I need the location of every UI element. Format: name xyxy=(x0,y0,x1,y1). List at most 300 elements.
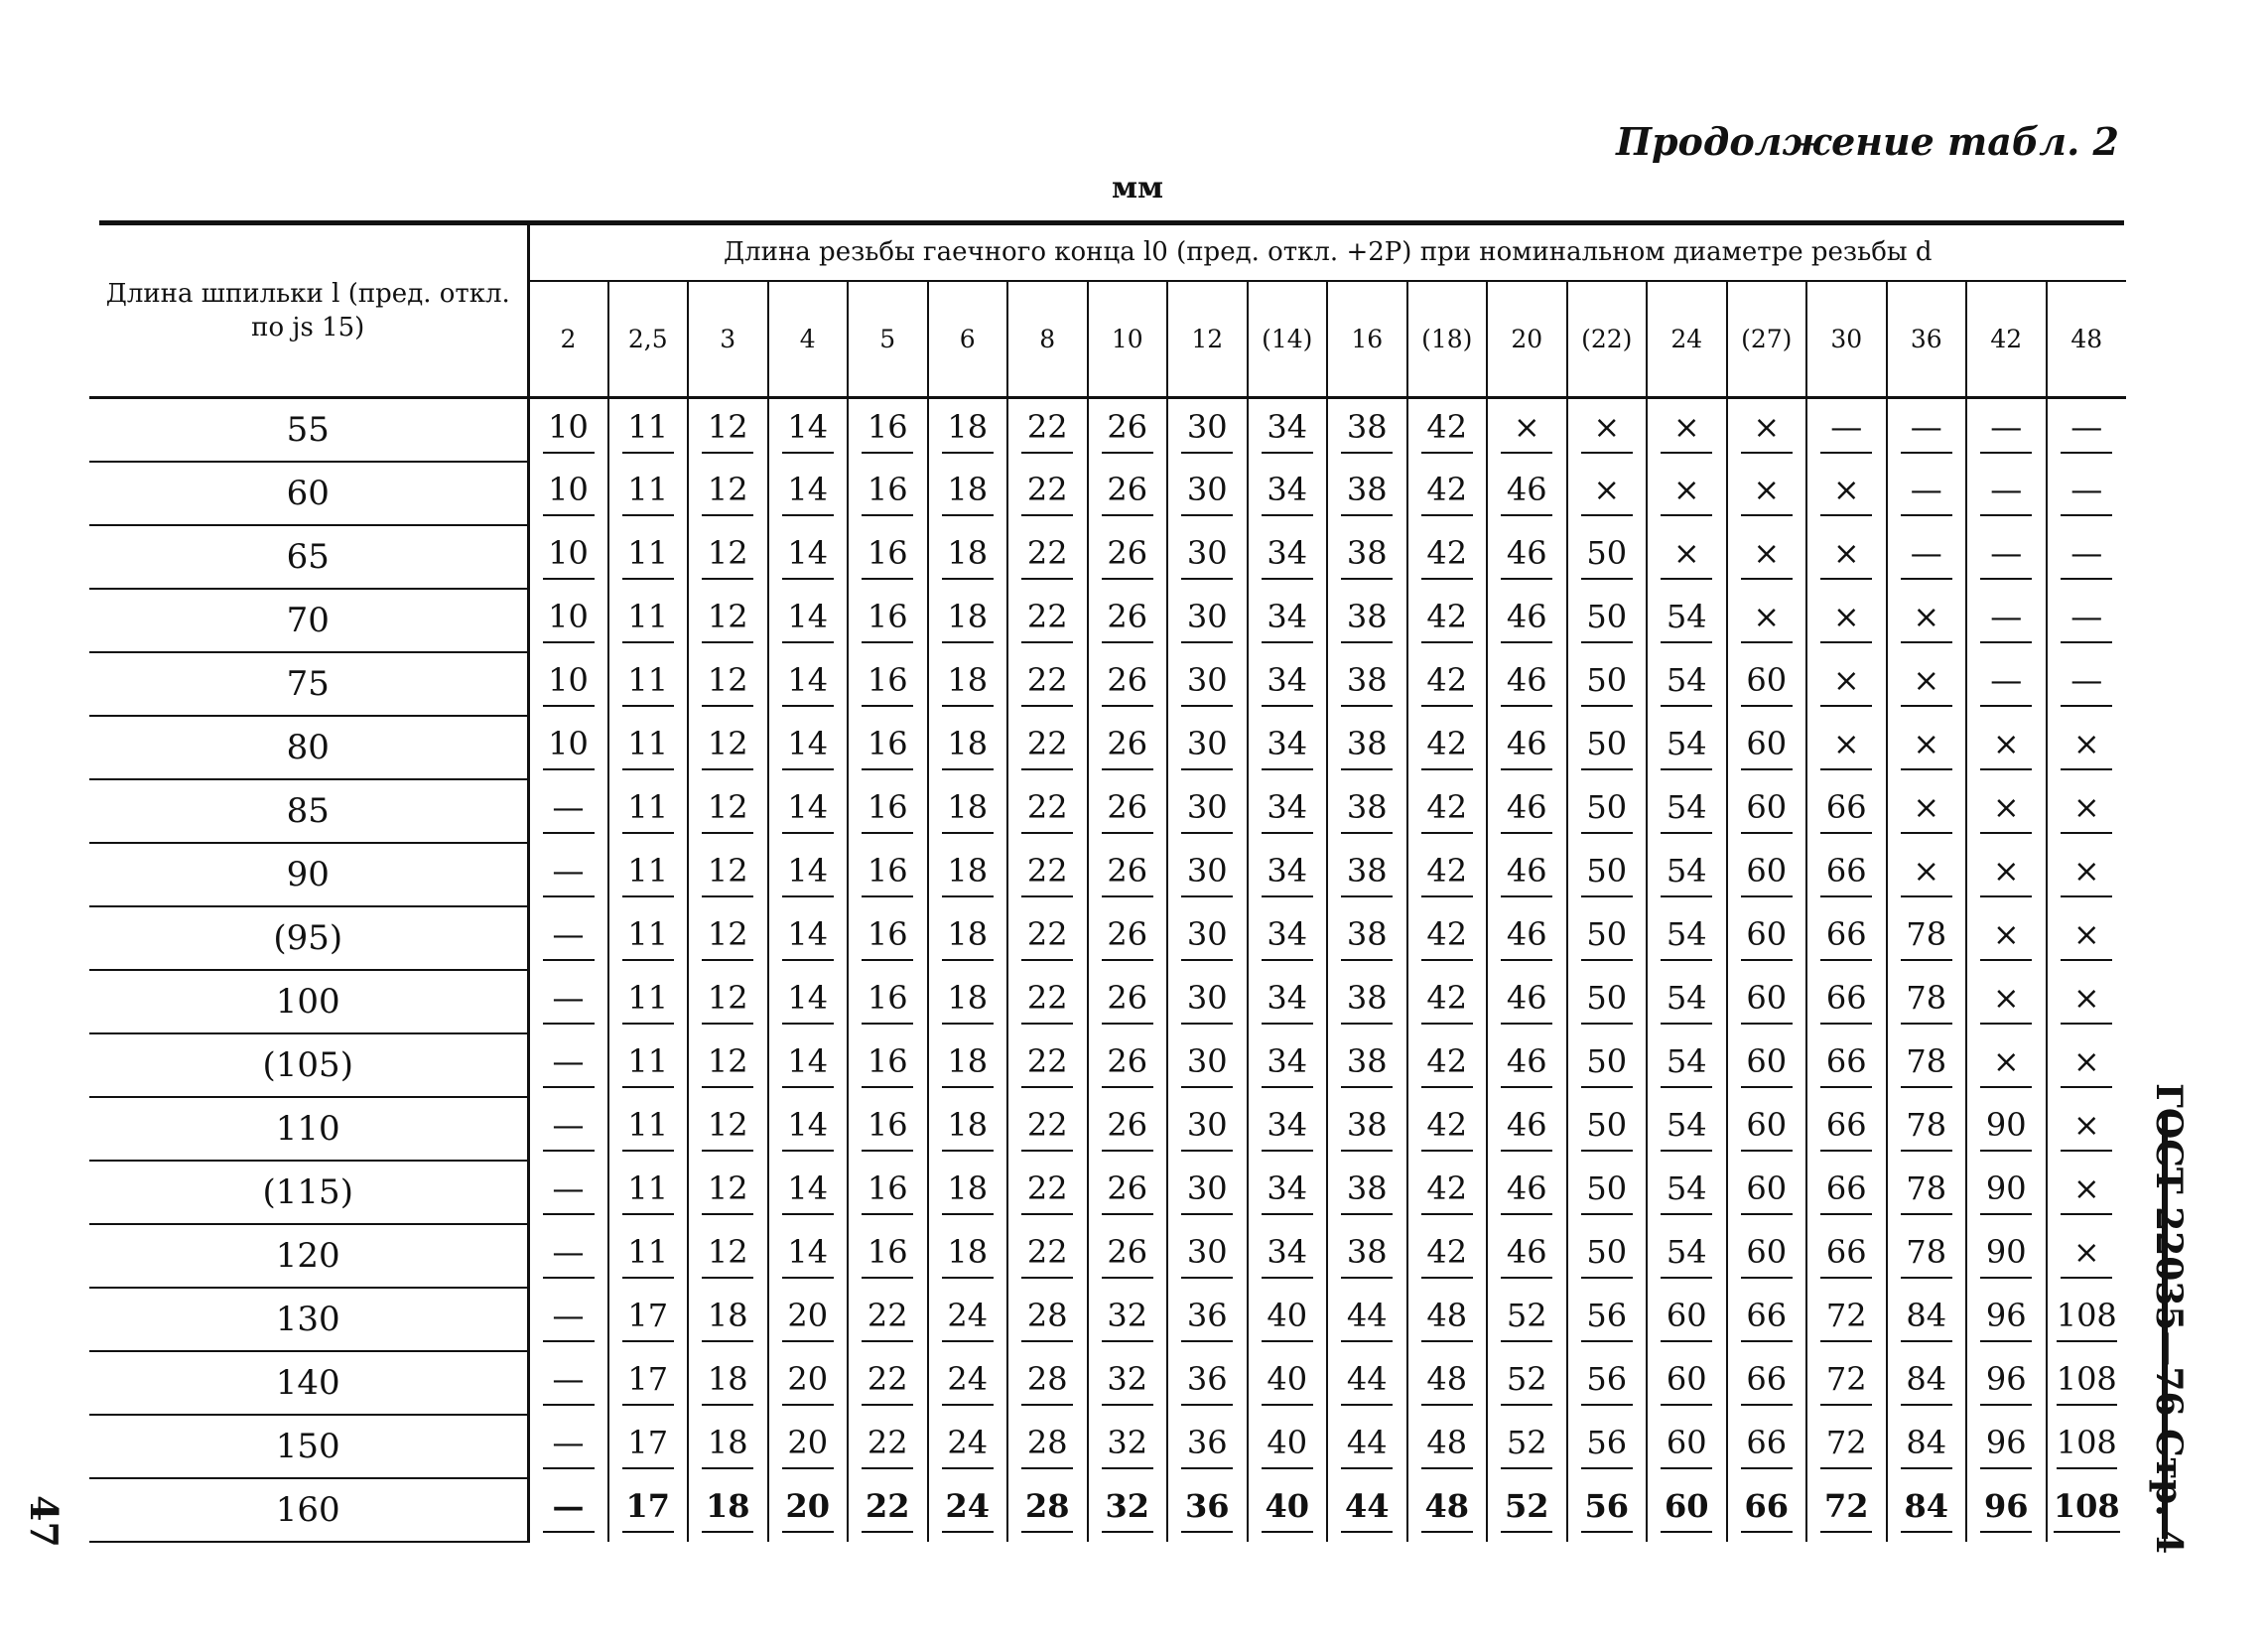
cell-value: 10 xyxy=(543,661,595,707)
cell-value: 22 xyxy=(1021,534,1073,580)
stud-length-header: Длина шпильки l (пред. откл. по js 15) xyxy=(89,224,528,398)
thread-length-cell xyxy=(1806,906,1887,970)
thread-length-cell xyxy=(1327,1288,1407,1351)
thread-length-cell xyxy=(848,1478,928,1542)
thread-length-table xyxy=(89,224,2126,1543)
standard-side-label: ГОСТ 22035—76 Стр. 4 xyxy=(2148,1083,2190,1555)
thread-length-cell xyxy=(1487,525,1567,589)
cell-value: × xyxy=(1741,471,1793,516)
cell-value: 26 xyxy=(1102,1042,1153,1088)
stud-length-cell: 90 xyxy=(89,843,528,906)
cell-value: 56 xyxy=(1581,1360,1633,1406)
thread-length-cell xyxy=(1007,779,1088,843)
cell-value: × xyxy=(2061,725,2112,770)
thread-length-cell xyxy=(848,779,928,843)
cell-value: — xyxy=(543,1424,595,1469)
thread-length-cell xyxy=(608,1097,689,1161)
cell-value: 60 xyxy=(1661,1360,1712,1406)
cell-value: 26 xyxy=(1102,408,1153,454)
continuation-title: Продолжение табл. 2 xyxy=(1616,119,2119,164)
cell-value: 28 xyxy=(1021,1487,1073,1533)
thread-length-cell xyxy=(528,462,608,525)
cell-value: 11 xyxy=(622,852,674,897)
thread-length-cell xyxy=(1248,589,1328,652)
cell-value: × xyxy=(2061,1042,2112,1088)
thread-length-cell xyxy=(1647,906,1727,970)
thread-length-cell xyxy=(1966,398,2047,463)
cell-value: 22 xyxy=(1021,725,1073,770)
thread-length-cell xyxy=(1327,1478,1407,1542)
thread-length-cell xyxy=(1248,716,1328,779)
thread-length-cell xyxy=(2047,1415,2127,1478)
cell-value: 54 xyxy=(1661,852,1712,897)
cell-value: 60 xyxy=(1741,1042,1793,1088)
thread-length-cell xyxy=(1887,970,1967,1033)
cell-value: 14 xyxy=(782,1106,834,1152)
cell-value: — xyxy=(543,788,595,834)
thread-length-cell xyxy=(1407,1288,1488,1351)
cell-value: 17 xyxy=(622,1424,674,1469)
thread-length-cell xyxy=(1407,589,1488,652)
thread-length-cell xyxy=(1007,589,1088,652)
cell-value: 18 xyxy=(942,915,994,961)
cell-value: — xyxy=(1980,408,2032,454)
cell-value: × xyxy=(1901,725,1952,770)
diameter-header-cell: 16 xyxy=(1327,281,1407,398)
cell-value: 50 xyxy=(1581,534,1633,580)
thread-length-cell xyxy=(1567,970,1648,1033)
cell-value: 60 xyxy=(1741,788,1793,834)
cell-value: 34 xyxy=(1262,1042,1313,1088)
cell-value: 56 xyxy=(1581,1424,1633,1469)
diameter-header-cell: 6 xyxy=(928,281,1008,398)
cell-value: 30 xyxy=(1181,1169,1233,1215)
thread-length-cell xyxy=(1727,462,1807,525)
thread-length-cell xyxy=(528,1033,608,1097)
cell-value: 32 xyxy=(1102,1297,1153,1342)
diameter-header-cell: (22) xyxy=(1567,281,1648,398)
cell-value: 54 xyxy=(1661,788,1712,834)
thread-length-cell xyxy=(608,970,689,1033)
cell-value: 50 xyxy=(1581,1169,1633,1215)
cell-value: 14 xyxy=(782,534,834,580)
thread-length-cell xyxy=(1487,652,1567,716)
cell-value: 18 xyxy=(942,1106,994,1152)
cell-value: × xyxy=(1820,598,1872,643)
cell-value: 30 xyxy=(1181,1106,1233,1152)
thread-length-cell xyxy=(608,779,689,843)
thread-length-cell xyxy=(1567,525,1648,589)
thread-length-cell xyxy=(1327,525,1407,589)
thread-length-cell xyxy=(1088,398,1168,463)
cell-value: 84 xyxy=(1901,1297,1952,1342)
cell-value: 42 xyxy=(1421,915,1473,961)
cell-value: — xyxy=(2061,471,2112,516)
cell-value: 60 xyxy=(1661,1424,1712,1469)
thread-length-cell xyxy=(928,652,1008,716)
thread-length-cell xyxy=(768,906,849,970)
cell-value: 26 xyxy=(1102,661,1153,707)
cell-value: 50 xyxy=(1581,725,1633,770)
thread-length-cell xyxy=(1567,843,1648,906)
thread-length-cell xyxy=(1727,1415,1807,1478)
cell-value: — xyxy=(543,979,595,1025)
cell-value: 38 xyxy=(1341,661,1393,707)
cell-value: 38 xyxy=(1341,725,1393,770)
cell-value: 60 xyxy=(1741,852,1793,897)
cell-value: 12 xyxy=(702,979,753,1025)
cell-value: 46 xyxy=(1501,598,1552,643)
cell-value: 24 xyxy=(942,1360,994,1406)
thread-length-cell xyxy=(2047,1351,2127,1415)
thread-length-cell xyxy=(1407,1033,1488,1097)
thread-length-cell xyxy=(2047,1288,2127,1351)
thread-length-cell xyxy=(1167,1288,1248,1351)
cell-value: — xyxy=(1820,408,1872,454)
table-row xyxy=(89,589,2126,652)
cell-value: 38 xyxy=(1341,1169,1393,1215)
cell-value: 11 xyxy=(622,725,674,770)
thread-length-cell xyxy=(1647,1161,1727,1224)
cell-value: 38 xyxy=(1341,852,1393,897)
thread-length-cell xyxy=(2047,1161,2127,1224)
stud-length-cell: 65 xyxy=(89,525,528,589)
cell-value: 66 xyxy=(1820,979,1872,1025)
cell-value: 46 xyxy=(1501,1233,1552,1279)
cell-value: 60 xyxy=(1661,1487,1712,1533)
thread-length-cell xyxy=(528,1351,608,1415)
cell-value: 14 xyxy=(782,471,834,516)
cell-value: 11 xyxy=(622,598,674,643)
cell-value: 14 xyxy=(782,1042,834,1088)
thread-length-cell xyxy=(928,716,1008,779)
cell-value: 42 xyxy=(1421,661,1473,707)
cell-value: 72 xyxy=(1820,1297,1872,1342)
thread-length-cell xyxy=(1088,1288,1168,1351)
thread-length-cell xyxy=(1487,906,1567,970)
cell-value: 17 xyxy=(622,1487,674,1533)
thread-length-cell xyxy=(1007,1033,1088,1097)
table-row xyxy=(89,1288,2126,1351)
thread-length-cell xyxy=(528,1097,608,1161)
thread-length-cell xyxy=(528,970,608,1033)
thread-length-cell xyxy=(1088,1033,1168,1097)
cell-value: 34 xyxy=(1262,725,1313,770)
cell-value: — xyxy=(543,852,595,897)
cell-value: — xyxy=(2061,598,2112,643)
diameter-header-cell: 2,5 xyxy=(608,281,689,398)
cell-value: 108 xyxy=(2057,1360,2117,1406)
thread-length-cell xyxy=(1407,1097,1488,1161)
thread-length-cell xyxy=(1567,398,1648,463)
cell-value: 10 xyxy=(543,725,595,770)
cell-value: — xyxy=(1980,598,2032,643)
thread-length-cell xyxy=(1727,843,1807,906)
cell-value: 66 xyxy=(1741,1424,1793,1469)
table xyxy=(89,224,2126,1543)
diameter-header-cell: 20 xyxy=(1487,281,1567,398)
cell-value: 11 xyxy=(622,408,674,454)
thread-length-cell xyxy=(528,1415,608,1478)
cell-value: 26 xyxy=(1102,598,1153,643)
cell-value: 18 xyxy=(702,1487,753,1533)
cell-value: 17 xyxy=(622,1360,674,1406)
thread-length-cell xyxy=(1167,843,1248,906)
cell-value: 22 xyxy=(1021,1169,1073,1215)
thread-length-cell xyxy=(608,716,689,779)
cell-value: 14 xyxy=(782,408,834,454)
thread-length-cell xyxy=(1806,1288,1887,1351)
thread-length-cell xyxy=(1647,1224,1727,1288)
thread-length-cell xyxy=(1966,525,2047,589)
cell-value: 10 xyxy=(543,534,595,580)
cell-value: 48 xyxy=(1421,1360,1473,1406)
stud-length-cell: 120 xyxy=(89,1224,528,1288)
thread-length-cell xyxy=(1487,1351,1567,1415)
cell-value: 46 xyxy=(1501,1106,1552,1152)
cell-value: 26 xyxy=(1102,788,1153,834)
thread-length-cell xyxy=(1966,462,2047,525)
thread-length-cell xyxy=(928,1161,1008,1224)
cell-value: 78 xyxy=(1901,915,1952,961)
cell-value: 18 xyxy=(942,1169,994,1215)
cell-value: 16 xyxy=(862,534,913,580)
cell-value: 10 xyxy=(543,408,595,454)
cell-value: 18 xyxy=(942,725,994,770)
thread-length-cell xyxy=(608,1415,689,1478)
thread-length-cell xyxy=(1806,525,1887,589)
cell-value: × xyxy=(1980,1042,2032,1088)
thread-length-cell xyxy=(1088,970,1168,1033)
thread-length-cell xyxy=(528,398,608,463)
thread-length-cell xyxy=(1966,1288,2047,1351)
thread-length-header: Длина резьбы гаечного конца l0 (пред. откл. +2P) при номинальном диаметре резьбы d xyxy=(528,224,2126,281)
cell-value: 54 xyxy=(1661,1106,1712,1152)
thread-length-cell xyxy=(1088,716,1168,779)
thread-length-cell xyxy=(1088,1478,1168,1542)
thread-length-cell xyxy=(1407,1415,1488,1478)
cell-value: — xyxy=(543,1042,595,1088)
cell-value: 18 xyxy=(942,408,994,454)
cell-value: 10 xyxy=(543,598,595,643)
cell-value: × xyxy=(1820,471,1872,516)
cell-value: × xyxy=(1820,661,1872,707)
cell-value: 22 xyxy=(862,1424,913,1469)
thread-length-cell xyxy=(1007,462,1088,525)
thread-length-cell xyxy=(528,1478,608,1542)
thread-length-cell xyxy=(1806,1161,1887,1224)
cell-value: 32 xyxy=(1102,1360,1153,1406)
diameter-header-cell: 42 xyxy=(1966,281,2047,398)
cell-value: 22 xyxy=(1021,788,1073,834)
thread-length-cell xyxy=(1567,1351,1648,1415)
thread-length-cell xyxy=(1407,398,1488,463)
diameter-header-cell: (18) xyxy=(1407,281,1488,398)
cell-value: 34 xyxy=(1262,471,1313,516)
cell-value: 16 xyxy=(862,1042,913,1088)
cell-value: 16 xyxy=(862,661,913,707)
cell-value: 52 xyxy=(1501,1297,1552,1342)
thread-length-cell xyxy=(928,1478,1008,1542)
thread-length-cell xyxy=(1727,1161,1807,1224)
thread-length-cell xyxy=(1007,1224,1088,1288)
thread-length-cell xyxy=(848,1097,928,1161)
thread-length-cell xyxy=(928,589,1008,652)
cell-value: 16 xyxy=(862,1169,913,1215)
thread-length-cell xyxy=(768,1097,849,1161)
cell-value: 96 xyxy=(1980,1424,2032,1469)
thread-length-cell xyxy=(1167,779,1248,843)
thread-length-cell xyxy=(608,1161,689,1224)
thread-length-cell xyxy=(1248,1097,1328,1161)
cell-value: 36 xyxy=(1181,1487,1233,1533)
thread-length-cell xyxy=(1487,398,1567,463)
cell-value: — xyxy=(543,1233,595,1279)
cell-value: 78 xyxy=(1901,1169,1952,1215)
thread-length-cell xyxy=(1647,462,1727,525)
cell-value: 26 xyxy=(1102,979,1153,1025)
cell-value: 14 xyxy=(782,979,834,1025)
cell-value: 34 xyxy=(1262,661,1313,707)
thread-length-cell xyxy=(1727,589,1807,652)
cell-value: 22 xyxy=(1021,598,1073,643)
stud-length-cell: 140 xyxy=(89,1351,528,1415)
thread-length-cell xyxy=(1487,716,1567,779)
diameter-header-cell: 5 xyxy=(848,281,928,398)
thread-length-cell xyxy=(1007,970,1088,1033)
cell-value: 54 xyxy=(1661,915,1712,961)
thread-length-cell xyxy=(1248,1033,1328,1097)
thread-length-cell xyxy=(768,1161,849,1224)
cell-value: 50 xyxy=(1581,852,1633,897)
thread-length-cell xyxy=(1966,1033,2047,1097)
thread-length-cell xyxy=(768,652,849,716)
thread-length-cell xyxy=(768,589,849,652)
thread-length-cell xyxy=(608,1288,689,1351)
cell-value: 26 xyxy=(1102,725,1153,770)
thread-length-cell xyxy=(1727,906,1807,970)
cell-value: 14 xyxy=(782,852,834,897)
cell-value: × xyxy=(2061,979,2112,1025)
thread-length-cell xyxy=(928,1288,1008,1351)
cell-value: 30 xyxy=(1181,852,1233,897)
thread-length-cell xyxy=(1007,1478,1088,1542)
cell-value: 96 xyxy=(1980,1487,2032,1533)
thread-length-cell xyxy=(608,1351,689,1415)
cell-value: 26 xyxy=(1102,1106,1153,1152)
thread-length-cell xyxy=(1088,652,1168,716)
thread-length-cell xyxy=(1487,1224,1567,1288)
thread-length-cell xyxy=(1167,1097,1248,1161)
thread-length-cell xyxy=(688,779,768,843)
diameter-header-cell: 48 xyxy=(2047,281,2127,398)
thread-length-cell xyxy=(688,1033,768,1097)
thread-length-cell xyxy=(1887,1097,1967,1161)
thread-length-cell xyxy=(1966,716,2047,779)
thread-length-cell xyxy=(1007,525,1088,589)
cell-value: 12 xyxy=(702,725,753,770)
cell-value: 38 xyxy=(1341,979,1393,1025)
cell-value: 20 xyxy=(782,1424,834,1469)
cell-value: 66 xyxy=(1820,1169,1872,1215)
thread-length-cell xyxy=(688,525,768,589)
cell-value: 54 xyxy=(1661,1042,1712,1088)
stud-length-cell: 110 xyxy=(89,1097,528,1161)
thread-length-cell xyxy=(1966,779,2047,843)
thread-length-cell xyxy=(1407,462,1488,525)
thread-length-cell xyxy=(1487,1478,1567,1542)
thread-length-cell xyxy=(848,525,928,589)
thread-length-cell xyxy=(1887,779,1967,843)
thread-length-cell xyxy=(848,970,928,1033)
cell-value: 42 xyxy=(1421,1106,1473,1152)
thread-length-cell xyxy=(688,970,768,1033)
cell-value: × xyxy=(2061,915,2112,961)
cell-value: × xyxy=(1741,534,1793,580)
stud-length-cell: 160 xyxy=(89,1478,528,1542)
table-body xyxy=(89,398,2126,1543)
cell-value: 26 xyxy=(1102,471,1153,516)
cell-value: 16 xyxy=(862,471,913,516)
table-row xyxy=(89,779,2126,843)
cell-value: 50 xyxy=(1581,788,1633,834)
cell-value: 72 xyxy=(1820,1487,1872,1533)
thread-length-cell xyxy=(1007,843,1088,906)
cell-value: × xyxy=(1901,852,1952,897)
cell-value: 12 xyxy=(702,471,753,516)
thread-length-cell xyxy=(928,843,1008,906)
cell-value: 60 xyxy=(1741,1169,1793,1215)
cell-value: 60 xyxy=(1741,725,1793,770)
cell-value: × xyxy=(1661,408,1712,454)
cell-value: 18 xyxy=(942,661,994,707)
thread-length-cell xyxy=(1407,716,1488,779)
cell-value: 11 xyxy=(622,915,674,961)
thread-length-cell xyxy=(1167,525,1248,589)
table-row xyxy=(89,1224,2126,1288)
thread-length-cell xyxy=(928,525,1008,589)
thread-length-cell xyxy=(1088,462,1168,525)
cell-value: 66 xyxy=(1741,1487,1793,1533)
cell-value: 30 xyxy=(1181,915,1233,961)
thread-length-cell xyxy=(1167,1351,1248,1415)
cell-value: × xyxy=(1980,915,2032,961)
thread-length-cell xyxy=(1327,1224,1407,1288)
cell-value: 32 xyxy=(1102,1424,1153,1469)
cell-value: — xyxy=(1901,471,1952,516)
cell-value: 42 xyxy=(1421,1042,1473,1088)
cell-value: 34 xyxy=(1262,1169,1313,1215)
table-row xyxy=(89,1351,2126,1415)
thread-length-cell xyxy=(608,462,689,525)
thread-length-cell xyxy=(608,398,689,463)
cell-value: 28 xyxy=(1021,1424,1073,1469)
cell-value: 60 xyxy=(1741,915,1793,961)
thread-length-cell xyxy=(1088,525,1168,589)
cell-value: 34 xyxy=(1262,852,1313,897)
thread-length-cell xyxy=(608,589,689,652)
cell-value: 52 xyxy=(1501,1360,1552,1406)
units-label: мм xyxy=(1112,171,1164,206)
thread-length-cell xyxy=(1806,1097,1887,1161)
cell-value: × xyxy=(1581,471,1633,516)
thread-length-cell xyxy=(528,906,608,970)
cell-value: 11 xyxy=(622,1169,674,1215)
cell-value: 22 xyxy=(1021,661,1073,707)
cell-value: 90 xyxy=(1980,1233,2032,1279)
cell-value: 66 xyxy=(1820,1233,1872,1279)
cell-value: × xyxy=(2061,788,2112,834)
